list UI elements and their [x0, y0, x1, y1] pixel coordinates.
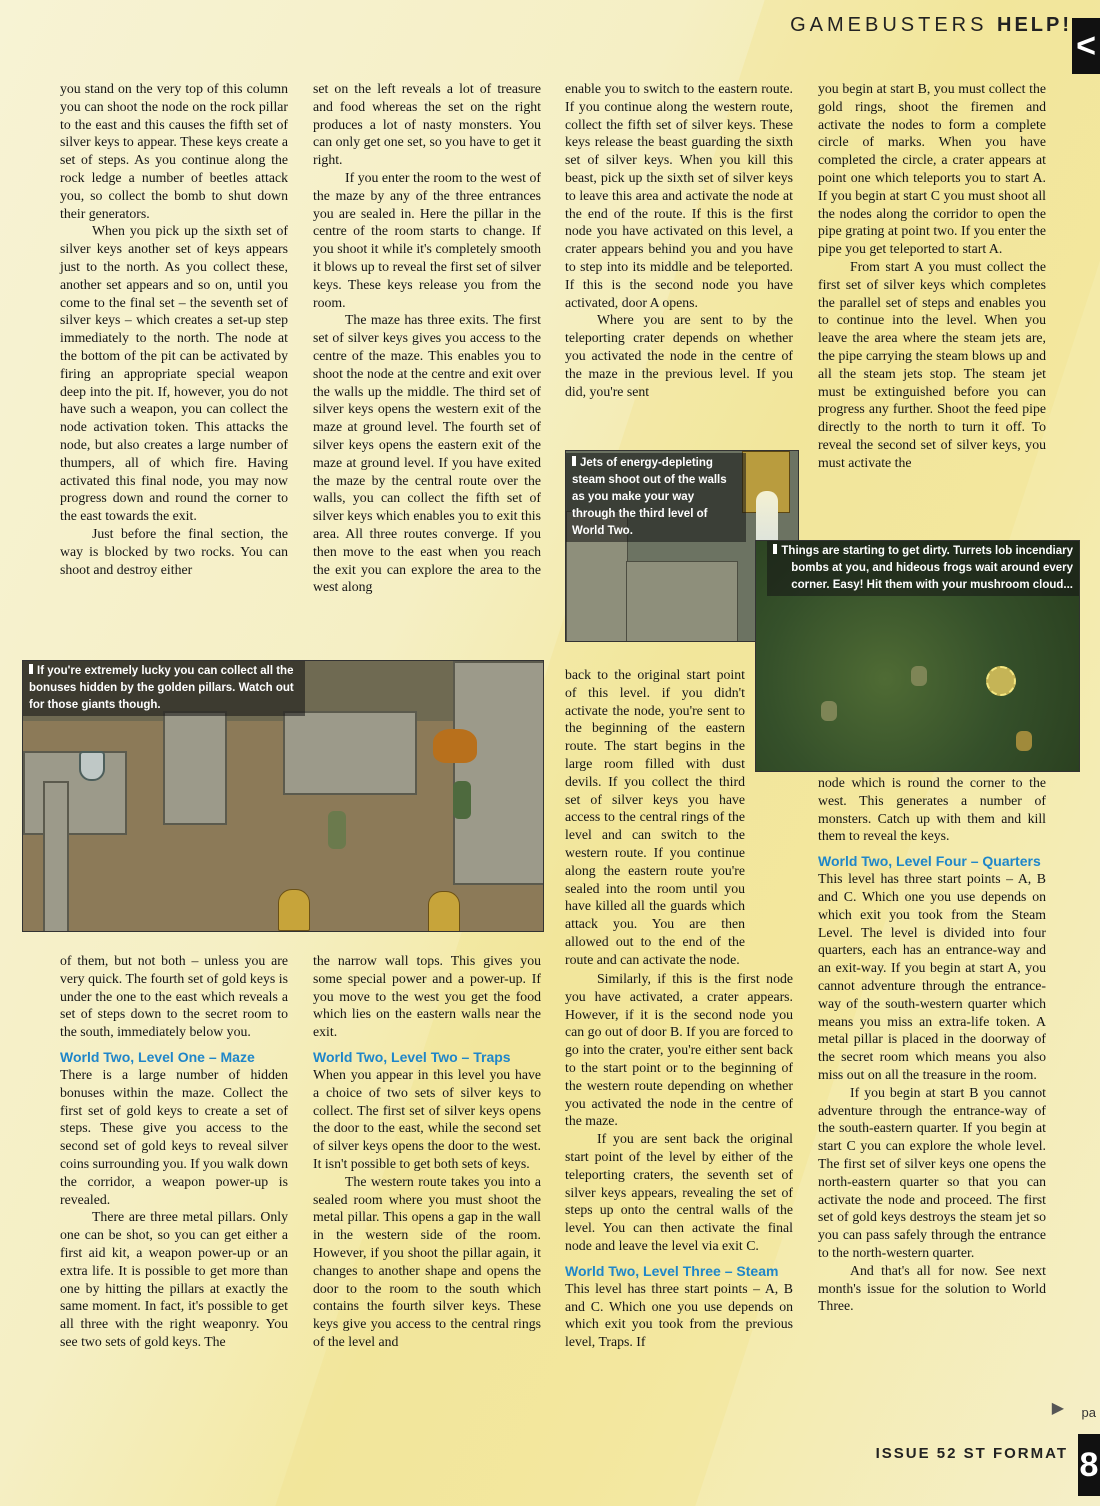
- frog-enemy: [1016, 731, 1032, 751]
- side-tab: <: [1072, 18, 1100, 74]
- golden-pillar: [428, 891, 460, 932]
- game-screenshot-maze: [22, 660, 544, 932]
- paragraph: Where you are sent to by the teleporting crater depends on whether you activated the node in the centre of the maze in the previous level. If you did, you're sent: [565, 312, 793, 399]
- giant-enemy: [433, 729, 477, 763]
- stone-wall: [453, 661, 544, 885]
- wall-block: [626, 561, 738, 642]
- paragraph: of them, but not both – unless you are very quick. The fourth set of gold keys is under the one to the east which reveals a set of steps down to the secret room to the south, immediately below you.: [60, 953, 288, 1040]
- next-page-arrow-icon: ▶: [1051, 1400, 1064, 1417]
- stone-wall: [163, 711, 227, 825]
- stone-wall: [283, 711, 417, 795]
- paragraph: The western route takes you into a sealed room where you must shoot the metal pillar. This opens a gap in the wall in the western side of the room. However, if you shoot the pillar again, it changes to another shape and opens the door to the room to the south which contains the fourth silver keys. These keys give you access to the central rings of the level and: [313, 1173, 541, 1349]
- section-heading: World Two, Level One – Maze: [60, 1048, 255, 1065]
- section-title: GAMEBUSTERS: [790, 14, 988, 36]
- paragraph: you begin at start B, you must collect the gold rings, shoot the firemen and activate the nodes to form a complete circle of marks. When you have completed the circle, a crater appears at point one which teleports you to start A. If you begin at start C you must shoot all the nodes along the corridor to open the pipe grating at point two. If you enter the pipe you get teleported to start A.: [818, 81, 1046, 257]
- caption-text: Things are starting to get dirty. Turrets lob incendiary bombs at you, and hideous frogs wait around every corner. Easy! Hit them with your mushroom cloud...: [781, 545, 1073, 591]
- caption-shot1: [23, 661, 305, 716]
- paragraph: you stand on the very top of this column you can shoot the node on the rock pillar to the east and this causes the fifth set of silver keys to appear. These keys create a set of steps. As you continue along the rock ledge a number of beetles attack you, so collect the bomb to shut down their generators.: [60, 81, 288, 221]
- paragraph: enable you to switch to the eastern route. If you continue along the western route, collect the fifth set of silver keys. These keys release the beast guarding the sixth set of silver keys. When you kill this beast, pick up the sixth set of silver keys to leave this area and activate the node at the end of the route. If this is the first node you have activated on this level, a crater appears behind you and you have to step into its middle and be teleported. If this is the second node you have activated, door A opens.: [565, 81, 793, 310]
- section-heading: World Two, Level Two – Traps: [313, 1048, 511, 1065]
- shield-icon: [79, 751, 105, 781]
- page-header: [790, 14, 1072, 38]
- section-help: HELP!: [997, 14, 1072, 36]
- caption-bullet-icon: [29, 664, 33, 674]
- page-number-tab: 8: [1078, 1434, 1100, 1496]
- column-3-top: [565, 80, 793, 400]
- stone-wall: [23, 751, 127, 835]
- section-heading: World Two, Level Three – Steam: [565, 1262, 779, 1279]
- column-2-top: [313, 80, 541, 596]
- paragraph: Similarly, if this is the first node you have activated, a crater appears. However, if it is the second node you can go out of door B. If you are forced to go into the crater, you're either sent back to the start point or to the beginning of the western route depending on whether you activated the node in the centre of the maze.: [565, 971, 793, 1129]
- section-heading: World Two, Level Four – Quarters: [818, 853, 1041, 870]
- column-3-bottom: [565, 970, 793, 1351]
- paragraph: set on the left reveals a lot of treasure and food whereas the set on the right produces a lot of nasty monsters. You can only get one set, so you have to get it right.: [313, 81, 541, 168]
- caption-bullet-icon: [773, 544, 777, 554]
- paragraph: There are three metal pillars. Only one can be shot, so you can get either a first aid kit, a weapon power-up or an extra life. It is possible to get more than one by hitting the pillars at exactly the same moment. In fact, it's possible to get all three with the right weaponry. You see two sets of gold keys. The: [60, 1209, 288, 1349]
- column-2-bottom: [313, 952, 541, 1351]
- player-character: [328, 811, 346, 849]
- caption-shot3: [767, 541, 1079, 596]
- paragraph: the narrow wall tops. This gives you some special power and a power-up. If you move to the west you get the food which lies on the eastern walls near the exit.: [313, 953, 541, 1040]
- player-character: [453, 781, 471, 819]
- column-1-top: [60, 80, 288, 578]
- paragraph: If you enter the room to the west of the maze by any of the three entrances you are sealed in. Here the pillar in the centre of the room starts to change. If you shoot it while it's completely smooth it blows up to reveal the first set of silver keys. These keys release you from the room.: [313, 169, 541, 310]
- caption-text: If you're extremely lucky you can collect all the bonuses hidden by the golden pillars. Watch out for those giants though.: [29, 665, 294, 711]
- caption-bullet-icon: [572, 456, 576, 466]
- paragraph: And that's all for now. See next month's issue for the solution to World Three.: [818, 1262, 1046, 1314]
- paragraph: If you begin at start B you cannot adventure through the entrance-way of the south-eastern quarter. If you begin at start C you can explore the whole level. The first set of silver keys one opens the north-eastern quarter so that you can activate the node and proceed. The first set of gold keys destroys the steam jet so you can pass safely through the entrance to the north-western quarter.: [818, 1084, 1046, 1260]
- paragraph: back to the original start point of this level. if you didn't activate the node, you're sent to the beginning of the eastern route. The start begins in the large room filled with dust devils. If you collect the third set of silver keys you have access to the central rings of the level and can switch to the western route. If you continue along the eastern route you're sealed into the room until you have killed all the guards which attack you. You are then allowed out to the end of the route and can activate the node.: [565, 667, 745, 967]
- column-1-bottom: [60, 952, 288, 1351]
- paragraph: This level has three start points – A, B and C. Which one you use depends on which exit you took from the Steam Level. The level is divided into four quarters, each has an entrance-way and an exit-way. If you begin at start A, you cannot adventure through the entrance-way of the south-western quarter which means you miss an extra-life token. A metal pillar is placed in the doorway of the secret room which means you also miss out on all the treasure in the room.: [818, 871, 1046, 1082]
- paragraph: There is a large number of hidden bonuses within the maze. Collect the first set of gold keys to create a set of steps. These give you access to the second set of gold keys to reveal silver coins surrounding you. If you walk down the corridor, a weapon power-up is revealed.: [60, 1066, 289, 1207]
- column-3-narrow: [565, 666, 745, 969]
- paragraph: If you are sent back the original start point of the level by either of the teleporting craters, the seventh set of silver keys appears, revealing the set of steps up onto the central walls of the level. You can then activate the final node and leave the level via exit C.: [565, 1131, 793, 1253]
- frog-enemy: [821, 701, 837, 721]
- paragraph: When you pick up the sixth set of silver keys another set of keys appears just to the north. As you collect these, another set appears and so on, until you come to the final set – the seventh set of silver keys – which creates a set-up step immediately to the north. The node at the bottom of the pit can be activated by firing an appropriate special weapon deep into the pit. If, however, you do not have such a weapon, you can collect the node activation token. This attacks the node, but also creates a large number of thumpers, all of which fire. Having activated this final node, you may now progress down and round the corner to the east towards the exit.: [60, 223, 288, 524]
- issue-footer: ISSUE 52 ST FORMAT: [875, 1445, 1068, 1462]
- next-page-tag: pa: [1081, 1405, 1096, 1420]
- column-4-bottom: [818, 774, 1046, 1315]
- paragraph: From start A you must collect the first set of silver keys which completes the parallel set of steps and enables you to continue into the level. When you leave the area where the steam jets are, the pipe carrying the steam blows up and all the steam jets stop. The steam jet must be extinguished before you can progress any further. Shoot the feed pipe directly to the north to turn it off. To reveal the second set of silver keys, you must activate the: [818, 258, 1046, 470]
- paragraph: node which is round the corner to the west. This generates a number of monsters. Catch up with them and kill them to reveal the keys.: [818, 775, 1046, 844]
- caption-text: Jets of energy-depleting steam shoot out of the walls as you make your way through the third level of World Two.: [572, 457, 727, 537]
- paragraph: This level has three start points – A, B and C. Which one you use depends on which exit you took from the previous level, Traps. If: [565, 1280, 793, 1350]
- frog-enemy: [911, 666, 927, 686]
- caption-shot2: [566, 453, 746, 542]
- golden-pillar: [278, 889, 310, 931]
- stone-wall: [43, 781, 69, 932]
- paragraph: Just before the final section, the way is blocked by two rocks. You can shoot and destroy either: [60, 525, 288, 577]
- paragraph: The maze has three exits. The first set of silver keys gives you access to the centre of the maze. This enables you to shoot the node at the centre and exit over the walls up the middle. The third set of silver keys opens the western exit of the maze at ground level. The fourth set of silver keys opens the eastern exit of the maze at ground level. If you have exited the maze by the central route over the walls, you can collect the fifth set of silver keys which enables you to exit this area. All three routes converge. If you then move to the east when you reach the exit you can explore the area to the west along: [313, 312, 541, 595]
- column-4-top: [818, 80, 1046, 472]
- turret-enemy: [986, 666, 1016, 696]
- game-screenshot-jungle: [755, 540, 1080, 772]
- paragraph: When you appear in this level you have a choice of two sets of silver keys to collect. The first set of silver keys opens the door to the east, while the second set of silver keys opens the door to the west. It isn't possible to get both sets of keys.: [313, 1066, 541, 1171]
